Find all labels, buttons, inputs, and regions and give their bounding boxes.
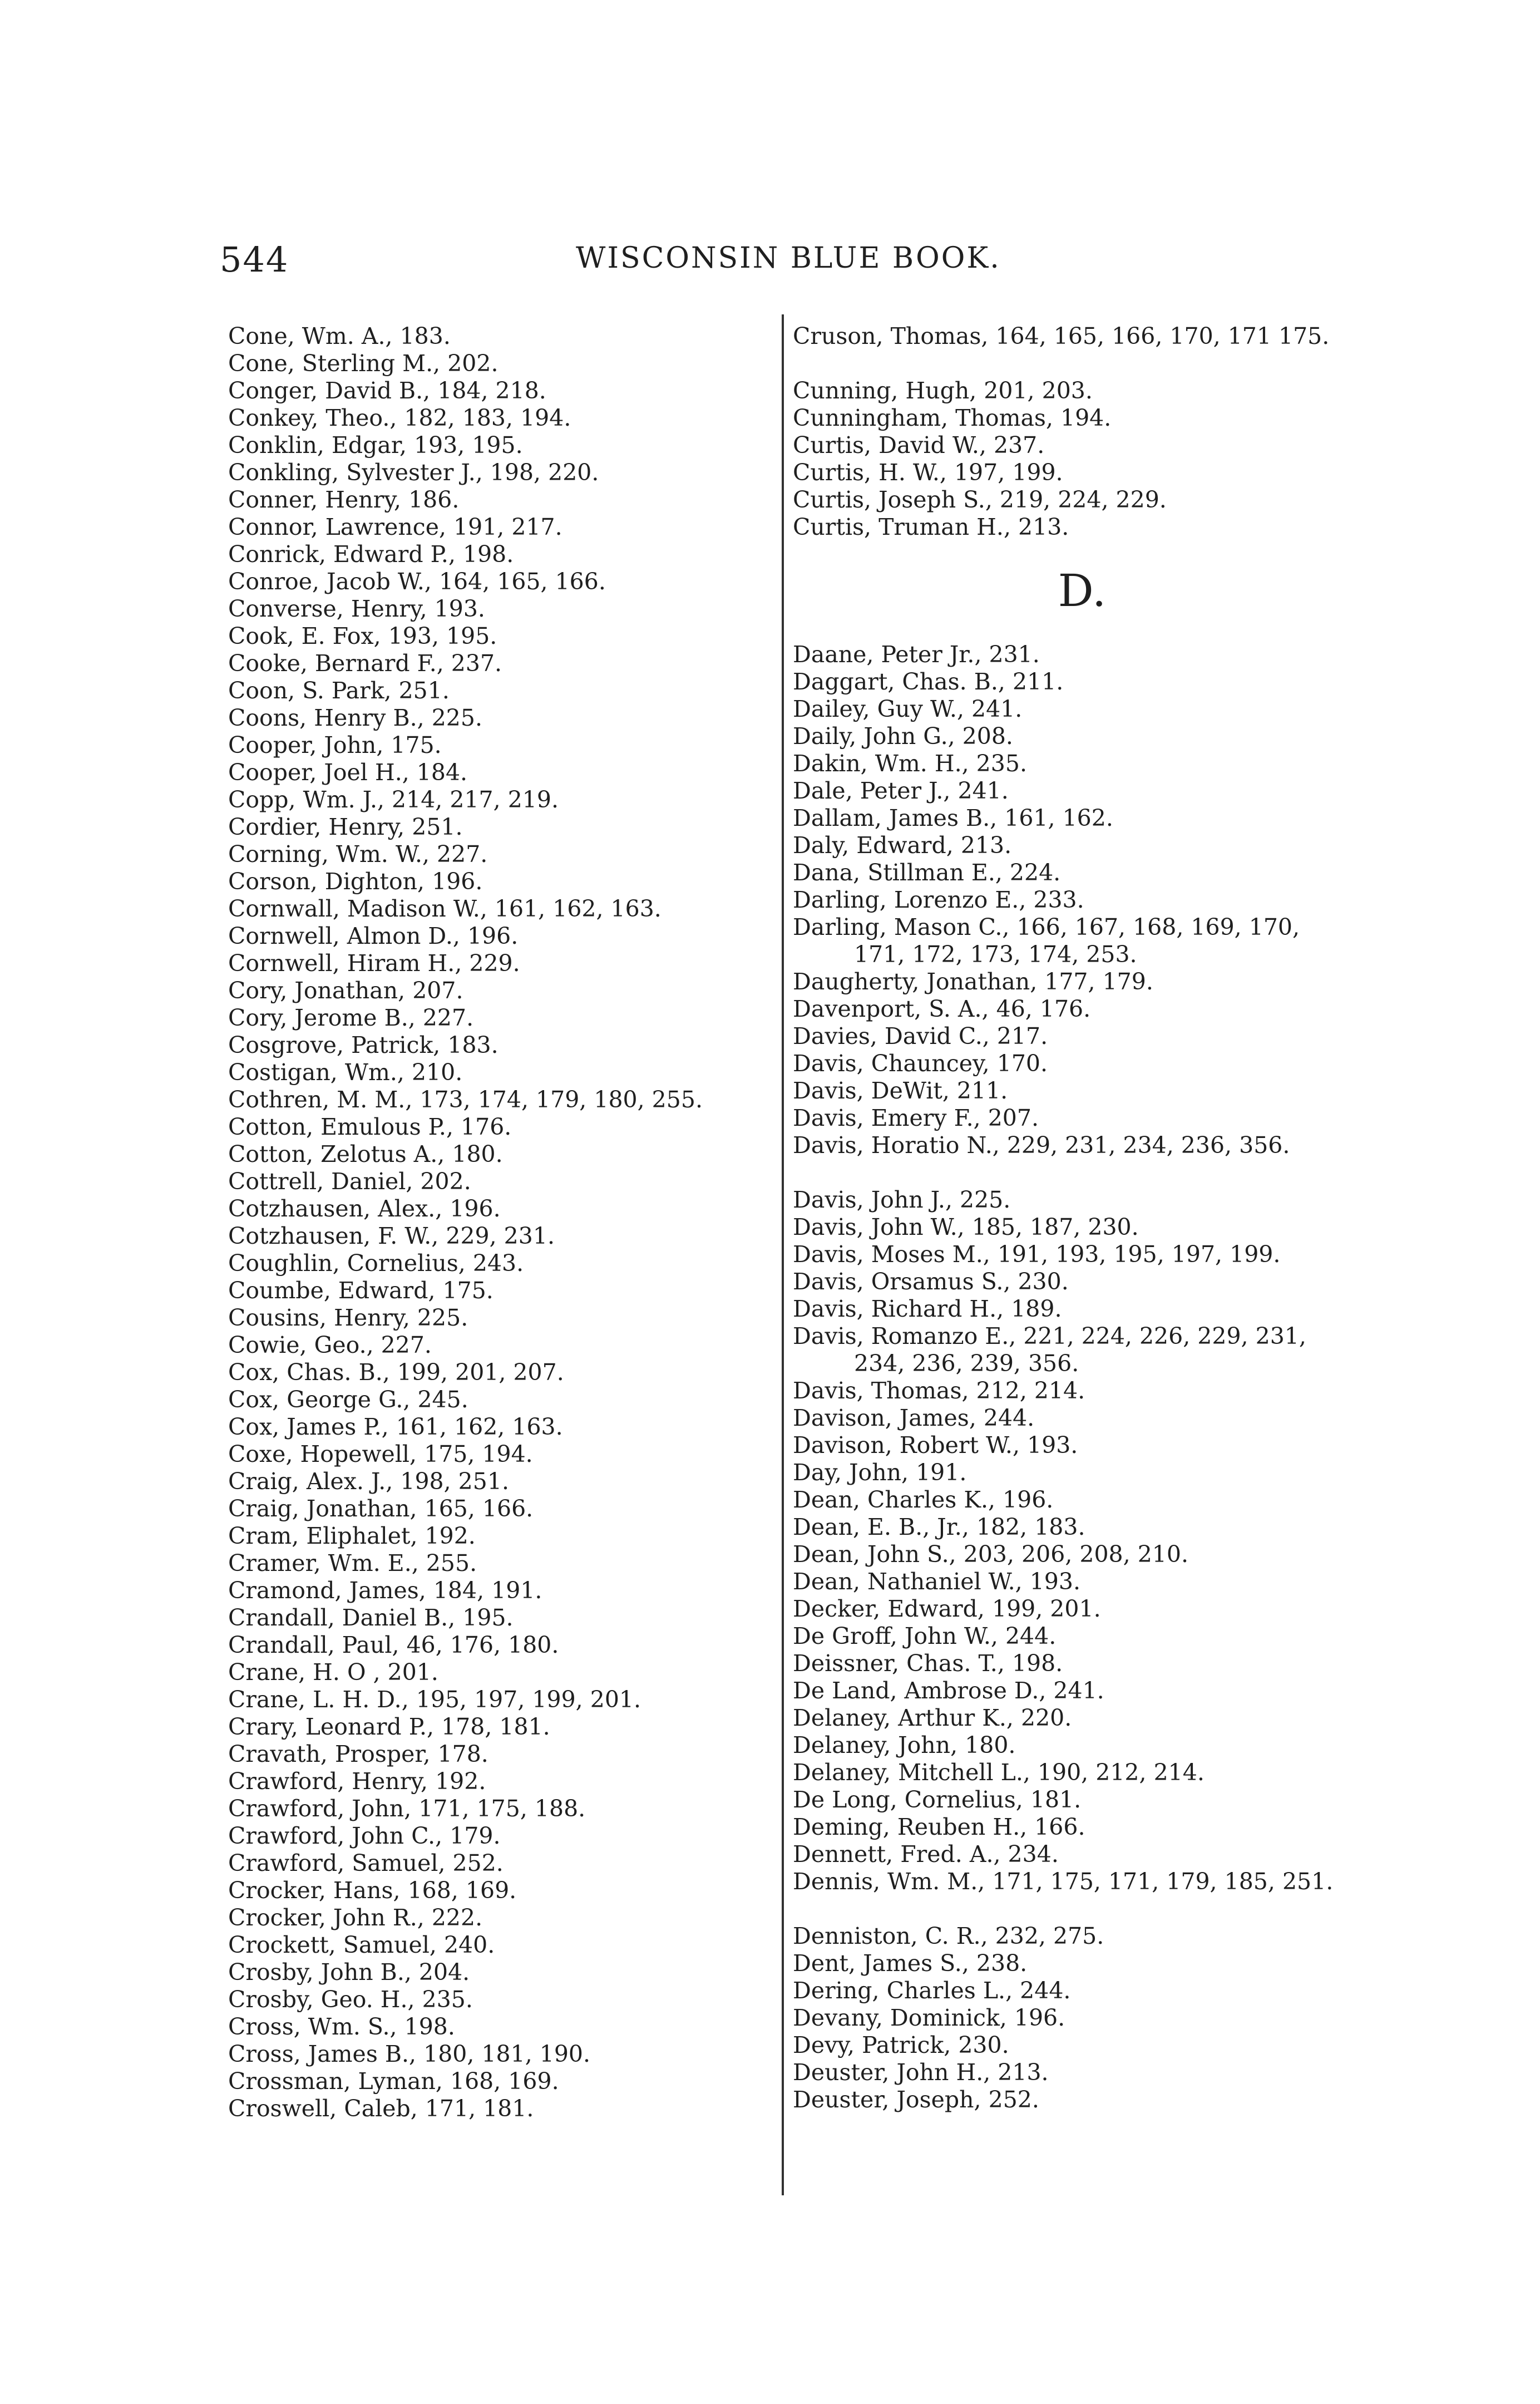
index-entry: Davis, Moses M., 191, 193, 195, 197, 199. <box>793 1241 1281 1268</box>
index-entry: Crary, Leonard P., 178, 181. <box>228 1713 550 1740</box>
index-entry: Cordier, Henry, 251. <box>228 814 463 840</box>
index-entry: Dallam, James B., 161, 162. <box>793 805 1113 831</box>
index-entry: Cotzhausen, Alex., 196. <box>228 1195 501 1222</box>
column-divider <box>782 314 784 2195</box>
index-entry: Crawford, Samuel, 252. <box>228 1850 504 1876</box>
index-entry: Davis, Chauncey, 170. <box>793 1050 1048 1077</box>
index-entry: Cox, James P., 161, 162, 163. <box>228 1413 563 1440</box>
index-entry: Darling, Mason C., 166, 167, 168, 169, 170, 171, 172, 173, 174, 253. <box>793 914 1300 968</box>
index-entry: Davison, Robert W., 193. <box>793 1432 1078 1459</box>
index-entry: Dana, Stillman E., 224. <box>793 859 1061 886</box>
index-entry: Crossman, Lyman, 168, 169. <box>228 2068 559 2095</box>
index-entry: Cooper, Joel H., 184. <box>228 759 468 786</box>
index-entry: Davis, Emery F., 207. <box>793 1105 1039 1131</box>
index-entry: Coughlin, Cornelius, 243. <box>228 1250 524 1277</box>
index-entry: Craig, Alex. J., 198, 251. <box>228 1468 509 1495</box>
index-entry: Devany, Dominick, 196. <box>793 2004 1065 2031</box>
index-entry: Cooke, Bernard F., 237. <box>228 650 502 677</box>
index-entry: Cotton, Emulous P., 176. <box>228 1114 512 1140</box>
index-entry: Cross, Wm. S., 198. <box>228 2013 455 2040</box>
left-column <box>228 323 762 2122</box>
index-entry: Conroe, Jacob W., 164, 165, 166. <box>228 568 606 595</box>
index-entry: Cunning, Hugh, 201, 203. <box>793 377 1093 404</box>
index-entry: Cowie, Geo., 227. <box>228 1332 432 1358</box>
index-entry: Daily, John G., 208. <box>793 723 1013 750</box>
index-entry: Deming, Reuben H., 166. <box>793 1814 1085 1840</box>
index-entry: Cooper, John, 175. <box>228 732 442 758</box>
index-entry: Denniston, C. R., 232, 275. <box>793 1923 1104 1949</box>
index-entry: Davis, Richard H., 189. <box>793 1295 1062 1322</box>
index-entry: Dering, Charles L., 244. <box>793 1977 1071 2004</box>
index-entry: Cotzhausen, F. W., 229, 231. <box>228 1223 555 1249</box>
index-entry: Cone, Wm. A., 183. <box>228 323 451 349</box>
section-heading: D. <box>1058 565 1107 617</box>
index-entry: Davison, James, 244. <box>793 1405 1035 1431</box>
index-entry: Crosby, Geo. H., 235. <box>228 1986 473 2013</box>
index-entry: Deissner, Chas. T., 198. <box>793 1650 1063 1677</box>
index-entry: Cory, Jerome B., 227. <box>228 1004 474 1031</box>
index-entry: Davis, Romanzo E., 221, 224, 226, 229, 231, 234, 236, 239, 356. <box>793 1323 1306 1377</box>
index-entry: Croswell, Caleb, 171, 181. <box>228 2095 534 2122</box>
index-entry: Crockett, Samuel, 240. <box>228 1932 495 1958</box>
index-entry: Daly, Edward, 213. <box>793 832 1012 859</box>
index-entry: Cunningham, Thomas, 194. <box>793 405 1112 431</box>
index-entry: Daugherty, Jonathan, 177, 179. <box>793 968 1153 995</box>
index-entry: De Groff, John W., 244. <box>793 1623 1057 1649</box>
index-entry: Curtis, Truman H., 213. <box>793 514 1069 540</box>
index-entry: Dent, James S., 238. <box>793 1950 1028 1977</box>
index-entry: Cox, George G., 245. <box>228 1386 468 1413</box>
index-entry: Davis, Horatio N., 229, 231, 234, 236, 356. <box>793 1132 1290 1159</box>
index-entry: Darling, Lorenzo E., 233. <box>793 886 1084 913</box>
index-entry: Cottrell, Daniel, 202. <box>228 1168 471 1195</box>
index-entry: Conner, Henry, 186. <box>228 486 460 513</box>
index-entry: Crandall, Daniel B., 195. <box>228 1604 514 1631</box>
index-entry: Curtis, David W., 237. <box>793 432 1045 459</box>
index-entry: Day, John, 191. <box>793 1459 967 1486</box>
index-entry: Davies, David C., 217. <box>793 1023 1048 1050</box>
index-entry: Cram, Eliphalet, 192. <box>228 1523 476 1549</box>
index-entry: Davis, John J., 225. <box>793 1186 1011 1213</box>
index-entry: Decker, Edward, 199, 201. <box>793 1595 1101 1622</box>
index-entry: Dailey, Guy W., 241. <box>793 696 1023 722</box>
index-entry: Delaney, Arthur K., 220. <box>793 1705 1072 1731</box>
index-entry: Davis, DeWit, 211. <box>793 1077 1008 1104</box>
index-entry: Cramer, Wm. E., 255. <box>228 1550 477 1577</box>
index-entry: Dean, E. B., Jr., 182, 183. <box>793 1514 1085 1540</box>
index-entry: Conger, David B., 184, 218. <box>228 377 546 404</box>
index-entry: Converse, Henry, 193. <box>228 595 485 622</box>
right-column <box>793 323 1349 2114</box>
index-entry: Dale, Peter J., 241. <box>793 777 1009 804</box>
index-entry: Crane, L. H. D., 195, 197, 199, 201. <box>228 1686 641 1713</box>
index-entry: Davis, John W., 185, 187, 230. <box>793 1214 1139 1240</box>
index-entry: Crane, H. O , 201. <box>228 1659 438 1686</box>
running-title: WISCONSIN BLUE BOOK. <box>576 242 1001 275</box>
index-entry: Coons, Henry B., 225. <box>228 705 482 731</box>
index-entry: Cramond, James, 184, 191. <box>228 1577 542 1604</box>
index-entry: Coumbe, Edward, 175. <box>228 1277 493 1304</box>
index-entry: Connor, Lawrence, 191, 217. <box>228 514 562 540</box>
index-entry: Cotton, Zelotus A., 180. <box>228 1141 503 1167</box>
index-entry: Cruson, Thomas, 164, 165, 166, 170, 171 175. <box>793 323 1330 349</box>
index-entry: Conklin, Edgar, 193, 195. <box>228 432 523 459</box>
index-entry: Craig, Jonathan, 165, 166. <box>228 1495 534 1522</box>
index-entry: Delaney, Mitchell L., 190, 212, 214. <box>793 1759 1205 1786</box>
index-entry: Crocker, Hans, 168, 169. <box>228 1877 517 1904</box>
index-entry: Dean, John S., 203, 206, 208, 210. <box>793 1541 1188 1568</box>
index-entry: Crawford, Henry, 192. <box>228 1768 486 1795</box>
index-entry: Copp, Wm. J., 214, 217, 219. <box>228 786 559 813</box>
index-entry: Crandall, Paul, 46, 176, 180. <box>228 1632 559 1658</box>
index-entry: Crocker, John R., 222. <box>228 1904 483 1931</box>
index-entry: Crosby, John B., 204. <box>228 1959 470 1986</box>
index-entry: Cornwell, Hiram H., 229. <box>228 950 520 977</box>
index-entry: Crawford, John, 171, 175, 188. <box>228 1795 586 1822</box>
index-entry: Delaney, John, 180. <box>793 1732 1016 1758</box>
page-header <box>0 239 1540 284</box>
index-entry: Dennis, Wm. M., 171, 175, 171, 179, 185, 251. <box>793 1868 1334 1895</box>
index-entry: Curtis, Joseph S., 219, 224, 229. <box>793 486 1167 513</box>
index-entry: Dennett, Fred. A., 234. <box>793 1841 1059 1868</box>
index-entry: Crawford, John C., 179. <box>228 1822 501 1849</box>
index-entry: Cox, Chas. B., 199, 201, 207. <box>228 1359 564 1386</box>
index-entry: Curtis, H. W., 197, 199. <box>793 459 1063 486</box>
index-entry: Cook, E. Fox, 193, 195. <box>228 623 497 649</box>
index-entry: Cone, Sterling M., 202. <box>228 350 498 377</box>
index-entry: Cory, Jonathan, 207. <box>228 977 463 1004</box>
index-entry: Davis, Orsamus S., 230. <box>793 1268 1069 1295</box>
index-entry: Cornwell, Almon D., 196. <box>228 923 519 949</box>
index-entry: Corson, Dighton, 196. <box>228 868 483 895</box>
index-entry: Cornwall, Madison W., 161, 162, 163. <box>228 895 662 922</box>
index-entry: De Land, Ambrose D., 241. <box>793 1677 1104 1704</box>
index-entry: Cross, James B., 180, 181, 190. <box>228 2041 591 2067</box>
index-entry: Conrick, Edward P., 198. <box>228 541 514 568</box>
index-entry: Cothren, M. M., 173, 174, 179, 180, 255. <box>228 1086 703 1113</box>
index-entry: Devy, Patrick, 230. <box>793 2032 1009 2058</box>
index-entry: De Long, Cornelius, 181. <box>793 1786 1082 1813</box>
index-entry: Deuster, Joseph, 252. <box>793 2086 1039 2113</box>
index-entry: Dean, Nathaniel W., 193. <box>793 1568 1080 1595</box>
index-entry: Davenport, S. A., 46, 176. <box>793 996 1091 1022</box>
index-entry: Deuster, John H., 213. <box>793 2059 1049 2086</box>
index-entry: Coxe, Hopewell, 175, 194. <box>228 1441 533 1467</box>
index-entry: Cosgrove, Patrick, 183. <box>228 1032 498 1058</box>
index-entry: Dakin, Wm. H., 235. <box>793 750 1027 777</box>
index-entry: Dean, Charles K., 196. <box>793 1486 1054 1513</box>
index-entry: Daane, Peter Jr., 231. <box>793 641 1040 668</box>
page-number: 544 <box>220 239 289 280</box>
index-entry: Daggart, Chas. B., 211. <box>793 668 1064 695</box>
index-entry: Corning, Wm. W., 227. <box>228 841 488 868</box>
index-entry: Conkey, Theo., 182, 183, 194. <box>228 405 571 431</box>
index-entry: Costigan, Wm., 210. <box>228 1059 463 1086</box>
index-entry: Coon, S. Park, 251. <box>228 677 450 704</box>
index-entry: Cravath, Prosper, 178. <box>228 1741 488 1767</box>
index-entry: Conkling, Sylvester J., 198, 220. <box>228 459 599 486</box>
index-entry: Cousins, Henry, 225. <box>228 1304 468 1331</box>
index-entry: Davis, Thomas, 212, 214. <box>793 1377 1085 1404</box>
